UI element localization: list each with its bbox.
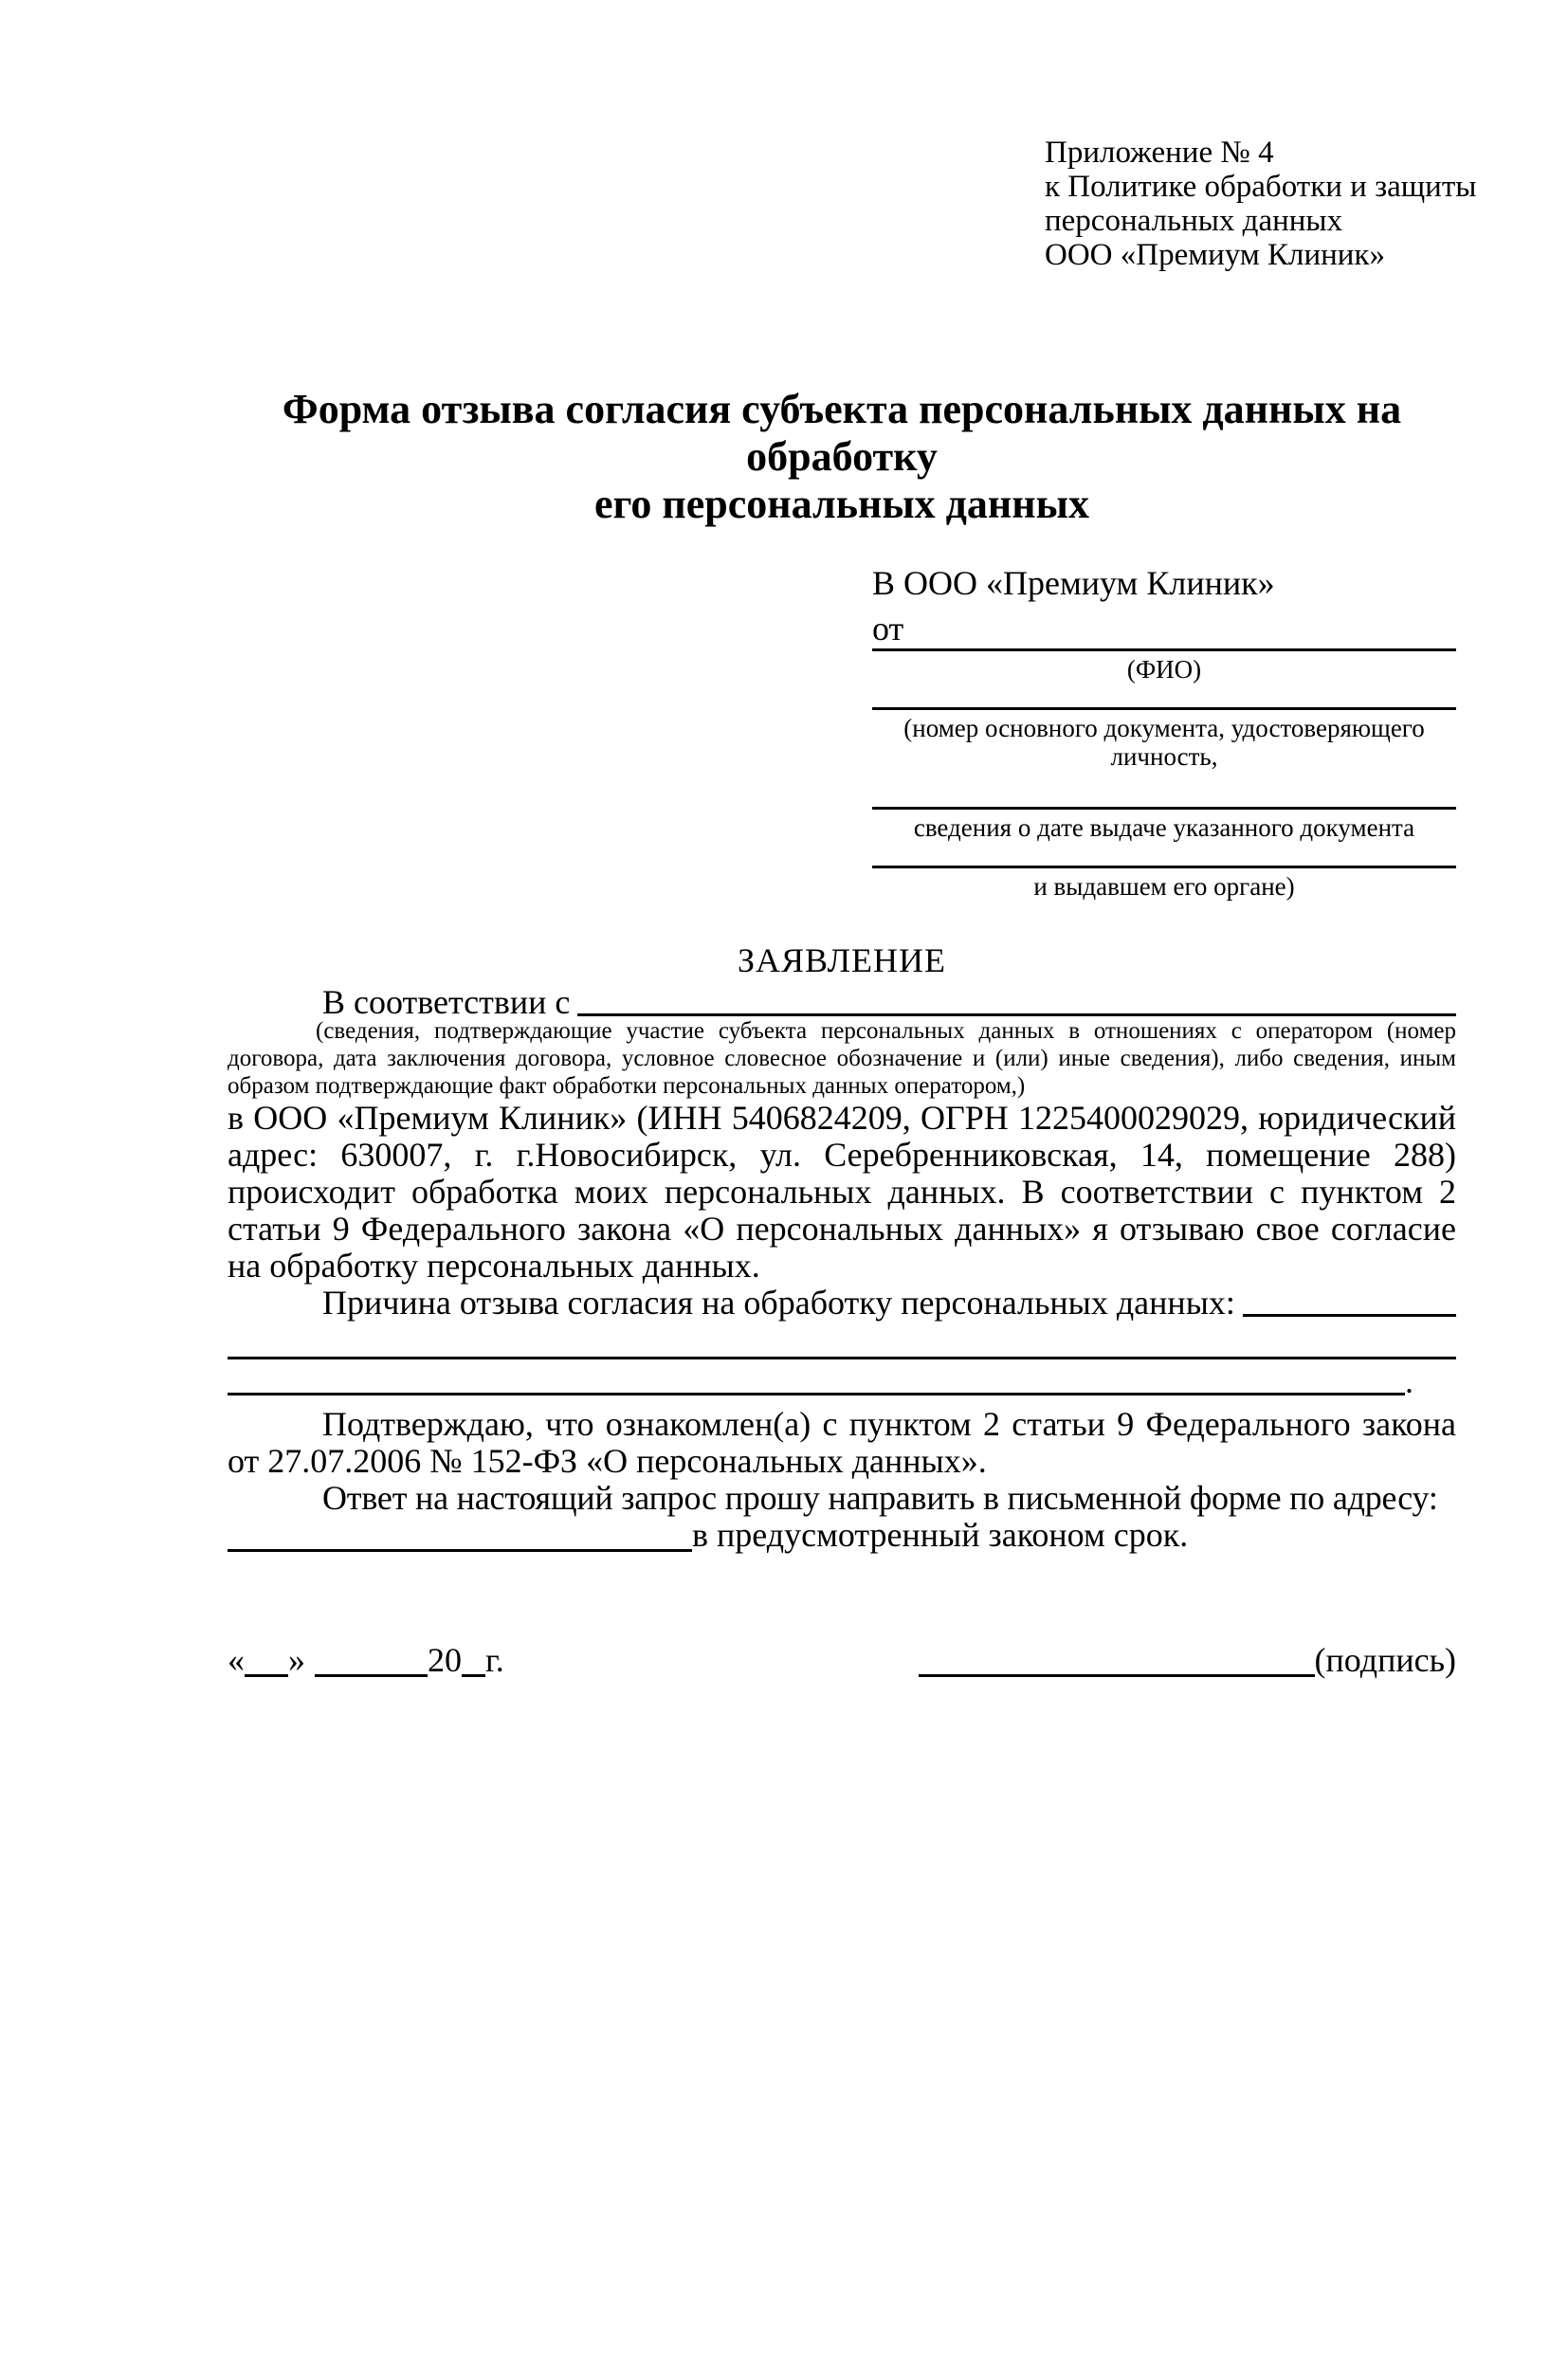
year-suffix: г. xyxy=(485,1641,504,1679)
fio-caption: (ФИО) xyxy=(1126,655,1202,684)
addressee-to: В ООО «Премиум Клиник» xyxy=(872,564,1275,602)
date-field xyxy=(228,1641,504,1679)
appendix-header xyxy=(1045,136,1477,272)
paragraph-indent xyxy=(228,1285,322,1322)
basis-blank-line xyxy=(577,1013,1456,1016)
statement-heading: ЗАЯВЛЕНИЕ xyxy=(737,941,947,979)
statement-body: в ООО «Премиум Клиник» (ИНН 5406824209, ОГРН 1225400029029, юридический адрес: 630007, г. г.Новосибирск, ул. Серебренниковская, 14, помещение 288) происходит обработка моих персональных данных. В соответствии с пунктом 2 статьи 9 Федерального закона «О персональных данных» я отзываю свое согласие на обработку персональных данных. xyxy=(228,1099,1456,1285)
issuing-authority-blank-line xyxy=(872,866,1456,868)
year-prefix: 20 xyxy=(428,1641,462,1679)
year-blank-line xyxy=(462,1674,485,1677)
doc-number-blank-line xyxy=(872,707,1456,710)
confirmation-text: Подтверждаю, что ознакомлен(а) с пунктом 2 статьи 9 Федерального закона от 27.07.2006 № 152-ФЗ «О персональных данных». xyxy=(228,1405,1456,1480)
addressee-block xyxy=(872,564,1456,901)
signature-caption: (подпись) xyxy=(1314,1641,1456,1679)
reason-label: Причина отзыва согласия на обработку персональных данных: xyxy=(322,1284,1235,1322)
addressee-from-label: от xyxy=(872,610,904,648)
reply-request-text: Ответ на настоящий запрос прошу направить в письменной форме по адресу: xyxy=(322,1479,1438,1517)
reason-continuation-blank xyxy=(228,1393,1405,1395)
signature-blank-line xyxy=(919,1674,1315,1677)
reply-address-line xyxy=(228,1517,1456,1554)
reason-continuation-line-1 xyxy=(228,1357,1456,1359)
issuing-authority-caption: и выдавшем его органе) xyxy=(1033,872,1295,901)
reason-continuation-line-2 xyxy=(228,1363,1456,1400)
basis-label: В соответствии с xyxy=(322,983,571,1021)
reason-blank-line xyxy=(1243,1314,1456,1317)
basis-line xyxy=(228,984,1456,1021)
form-title-line: Форма отзыва согласия субъекта персональных данных на обработку xyxy=(282,386,1402,480)
month-blank-line xyxy=(315,1674,428,1677)
issue-date-blank-line xyxy=(872,807,1456,810)
paragraph-indent xyxy=(228,984,322,1021)
doc-number-caption: (номер основного документа, удостоверяющего личность, xyxy=(903,714,1425,771)
form-title-line: его персональных данных xyxy=(593,481,1089,527)
reason-line xyxy=(228,1285,1456,1322)
date-open-quote: « xyxy=(228,1641,245,1679)
sentence-period: . xyxy=(1405,1362,1413,1400)
fio-blank-line xyxy=(872,648,1456,651)
reply-address-blank-line xyxy=(228,1549,692,1552)
document-page xyxy=(0,136,1568,2353)
appendix-line: к Политике обработки и защиты xyxy=(1045,170,1477,204)
date-close-quote: » xyxy=(288,1641,305,1679)
day-blank-line xyxy=(245,1674,288,1677)
appendix-line: Приложение № 4 xyxy=(1045,136,1274,170)
footer-row xyxy=(228,1641,1456,1679)
appendix-line: персональных данных xyxy=(1045,204,1343,238)
reply-tail-text: в предусмотренный законом срок. xyxy=(692,1516,1189,1554)
form-title xyxy=(228,386,1456,528)
appendix-line: ООО «Премиум Клиник» xyxy=(1045,238,1385,272)
issue-date-caption: сведения о дате выдаче указанного документа xyxy=(913,813,1415,842)
signature-field xyxy=(919,1641,1456,1679)
basis-note: (сведения, подтверждающие участие субъекта персональных данных в отношениях с оператором (номер договора, дата заключения договора, условное словесное обозначение и (или) иные сведения), либо сведения, иным образом подтверждающие факт обработки персональных данных оператором,) xyxy=(228,1018,1456,1099)
